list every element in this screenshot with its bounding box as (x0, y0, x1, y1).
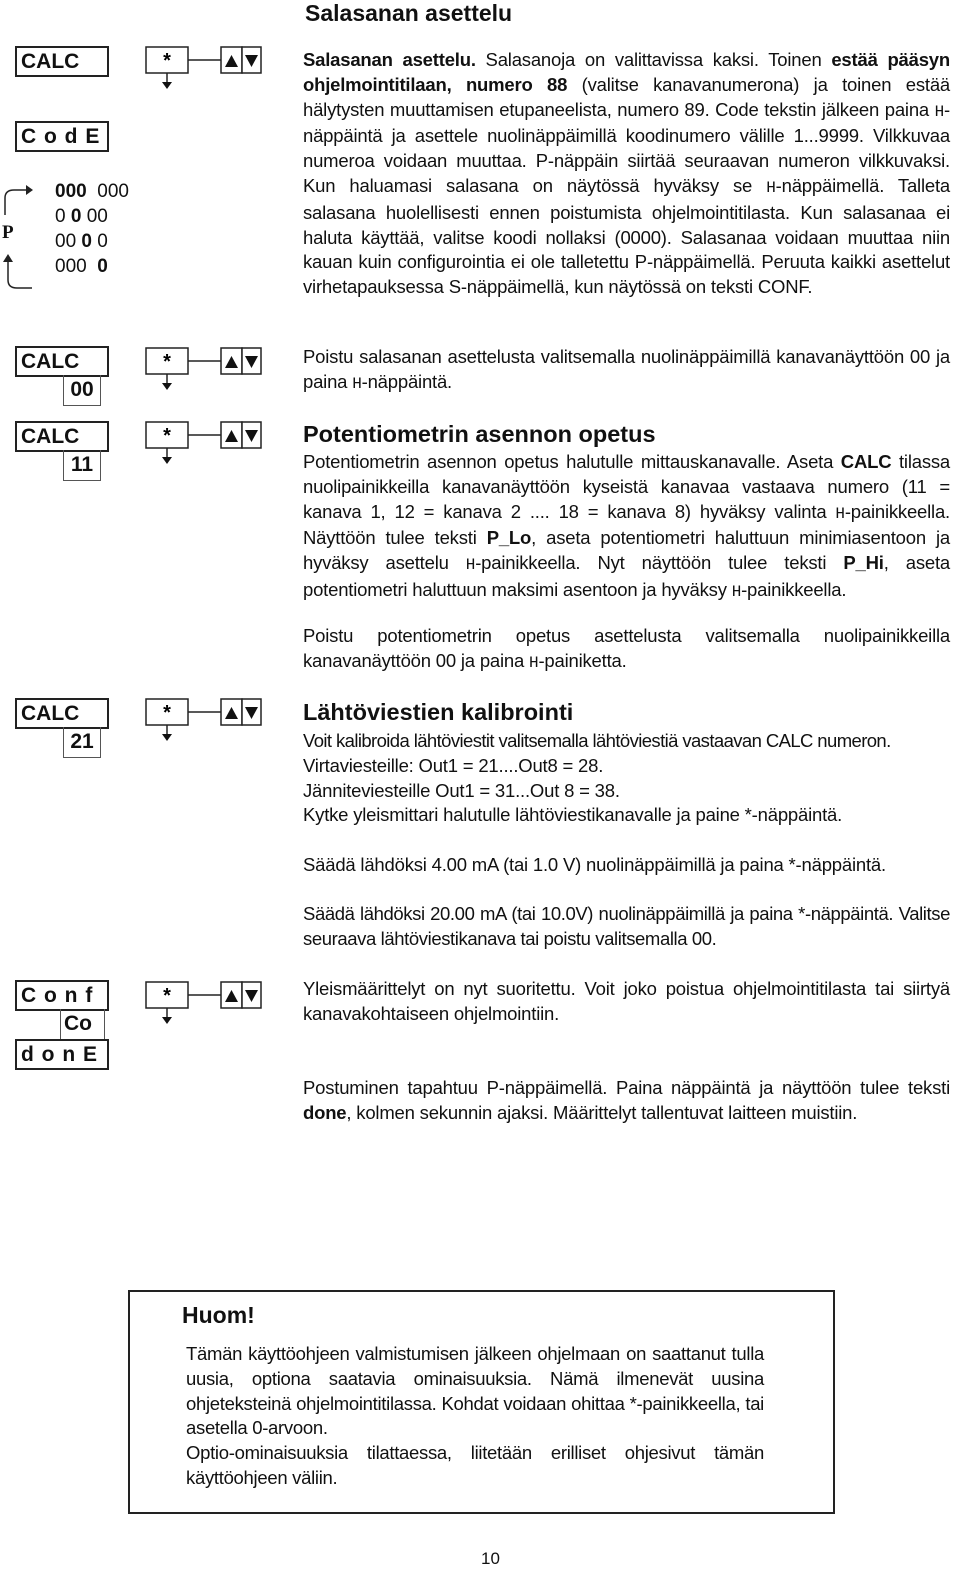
keypad-icon (145, 347, 265, 397)
text-run: Salasanan asettelu. (303, 49, 476, 70)
display-code: C o d E (15, 121, 109, 152)
text-run: tilassa nuolipainikkeilla kanavanäyttöön kyseistä kanavaa vastaava numero (11 = kanava 1, 12 = kanava 2 .... 18 = kanava 8) hyväksy valinta (303, 451, 951, 522)
text-run: , aseta potentiometri haluttuun minimiasentoon ja hyväksy asettelu (303, 527, 950, 574)
key-name: H (934, 102, 945, 121)
svg-text:*: * (163, 351, 171, 373)
keypad-icon (145, 421, 265, 471)
display-channel: 11 (63, 450, 101, 481)
text-run: -painikkeella. (741, 578, 847, 600)
text-run: -näppäintä. (361, 370, 452, 392)
keypad-diagram (145, 698, 265, 748)
svg-text:*: * (163, 50, 171, 72)
text-run: Säädä lähdöksi 4.00 mA (tai 1.0 V) nuolinäppäimillä ja paina *-näppäintä. (303, 854, 886, 875)
adjust-low-paragraph (303, 853, 950, 878)
text-run: Yleismäärittelyt on nyt suoritettu. Voit joko poistua ohjelmointitilasta tai siirtyä kanavakohtaiseen ohjelmointiin. (303, 978, 950, 1024)
calibration-voltage (303, 779, 950, 804)
svg-text:*: * (163, 425, 171, 447)
text-run: -painikkeella. Nyt näyttöön tulee teksti (475, 552, 844, 574)
key-name: H (835, 504, 845, 523)
note-paragraph (186, 1342, 764, 1441)
text-run: Säädä lähdöksi 20.00 mA (tai 10.0V) nuolinäppäimillä ja paina *-näppäintä. Valitse seuraava lähtöviestikanava tai poistu valitsemalla 00. (303, 903, 950, 949)
keypad-icon (145, 981, 265, 1031)
display-channel: 21 (63, 727, 101, 758)
text-run: Poistu potentiometrin opetus asettelusta valitsemalla nuolipainikkeilla kanavanäyttöön 00 ja paina (303, 625, 950, 671)
svg-text:*: * (163, 985, 171, 1007)
text-run: P_Hi (843, 552, 884, 574)
display-calc: CALC (15, 346, 109, 377)
calibration-paragraph (303, 729, 950, 754)
text-run: Voit kalibroida lähtöviestit valitsemalla lähtöviestiä vastaavan CALC numeron. (303, 730, 891, 751)
text-run: Virtaviesteille: Out1 = 21....Out8 = 28. (303, 755, 604, 776)
key-name: H (766, 178, 776, 197)
text-run: , aseta potentiometri haluttuun maksimi asentoon ja hyväksy (303, 552, 950, 600)
seq-row: 000 0 (55, 256, 108, 277)
display-conf: C o n f (15, 980, 109, 1011)
text-run: Poistu salasanan asettelusta valitsemalla nuolinäppäimillä kanavanäyttöön 00 ja paina (303, 346, 950, 392)
text-run: Salasanoja on valittavissa kaksi. Toinen (475, 49, 832, 70)
note-title: Huom! (182, 1302, 255, 1328)
p-key-label: P (2, 222, 14, 243)
note-paragraph (186, 1441, 764, 1491)
key-name: H (529, 653, 539, 672)
text-run: Postuminen tapahtuu P-näppäimellä. Paina näppäintä ja näyttöön tulee teksti (303, 1077, 950, 1098)
page-title: Salasanan asettelu (305, 0, 513, 26)
key-name: H (352, 374, 362, 393)
keypad-icon (145, 698, 265, 748)
heading-potentiometer: Potentiometrin asennon opetus (303, 421, 656, 447)
calibration-current (303, 754, 950, 779)
text-run: (valitse kanavanumerona) ja toinen estää hälytysten muuttamisen etupaneelista, numero 89. Code tekstin jälkeen paina (303, 73, 950, 120)
keypad-diagram (145, 347, 265, 397)
keypad-diagram (145, 421, 265, 471)
text-run: -painikkeella. Näyttöön tulee teksti (303, 500, 950, 549)
text-run: -näppäimellä. Talleta salasana huolellisesti ennen poistumista ohjelmointitilasta. Kun salasanaa ei haluta käyttää, valitse koodi nollaksi (0000). Salasanaa voidaan muuttaa niin kauan kuin configurointia ei ole talletettu P-näppäimellä. Peruuta kaikki asettelut virhetapauksessa S-näppäimellä, kun näytössä on teksti CONF. (303, 174, 950, 298)
exit-password-paragraph (303, 345, 950, 397)
display-calc: CALC (15, 46, 109, 77)
display-channel: 00 (63, 375, 101, 406)
conf-paragraph (303, 977, 950, 1027)
digit-sequence (55, 179, 129, 279)
display-calc: CALC (15, 421, 109, 452)
potentiometer-paragraph (303, 450, 950, 605)
adjust-high-paragraph (303, 902, 950, 952)
display-calc: CALC (15, 698, 109, 729)
note-body (186, 1342, 764, 1491)
text-run: Kytke yleismittari halutulle lähtöviestikanavalle ja paine *-näppäintä. (303, 804, 843, 825)
display-co: Co (60, 1009, 105, 1040)
text-run: Jänniteviesteille Out1 = 31...Out 8 = 38. (303, 780, 620, 801)
calibration-instruction (303, 803, 950, 828)
keypad-icon (145, 46, 265, 96)
note-box (128, 1290, 835, 1514)
password-paragraph (303, 48, 950, 300)
seq-row: 0 0 00 (55, 206, 108, 227)
heading-calibration: Lähtöviestien kalibrointi (303, 699, 574, 725)
text-run: -painiketta. (538, 649, 627, 671)
text-run: P_Lo (486, 527, 532, 549)
potentiometer-exit-paragraph (303, 624, 950, 676)
text-run: estää pääsyn ohjelmointitilaan, numero 88 (303, 49, 950, 95)
text-run: Optio-ominaisuuksia tilattaessa, liitetään erilliset ohjesivut tämän käyttöohjeen väliin. (186, 1442, 764, 1488)
text-run: done (303, 1101, 347, 1123)
seq-row: 000 000 (55, 181, 129, 202)
text-run: , kolmen sekunnin ajaksi. Määrittelyt tallentuvat laitteen muistiin. (346, 1101, 858, 1123)
key-name: H (465, 556, 476, 575)
keypad-diagram (145, 981, 265, 1031)
display-done: d o n E (15, 1039, 109, 1070)
text-run: Tämän käyttöohjeen valmistumisen jälkeen ohjelmaan on saattanut tulla uusia, optiona saatavia ominaisuuksia. Nämä ilmenevät uusina ohjeteksteinä ohjelmointitilassa. Kohdat voidaan ohittaa *-painikkeella, tai asetella 0-arvoon. (186, 1343, 764, 1439)
text-run: -näppäintä ja asettele nuolinäppäimillä koodinumero välille 1...9999. Vilkkuvaa numeroa voidaan muuttaa. P-näppäin siirtää seuraavan numeron vilkkuvaksi. Kun haluamasi salasana on näytössä hyväksy se (303, 98, 950, 196)
seq-row: 00 0 0 (55, 231, 108, 252)
svg-text:*: * (163, 702, 171, 724)
key-name: H (731, 582, 742, 601)
keypad-diagram (145, 46, 265, 96)
done-paragraph (303, 1076, 950, 1126)
page-number: 10 (481, 1549, 500, 1568)
text-run: CALC (840, 451, 892, 472)
text-run: Potentiometrin asennon opetus halutulle mittauskanavalle. Aseta (303, 451, 841, 472)
